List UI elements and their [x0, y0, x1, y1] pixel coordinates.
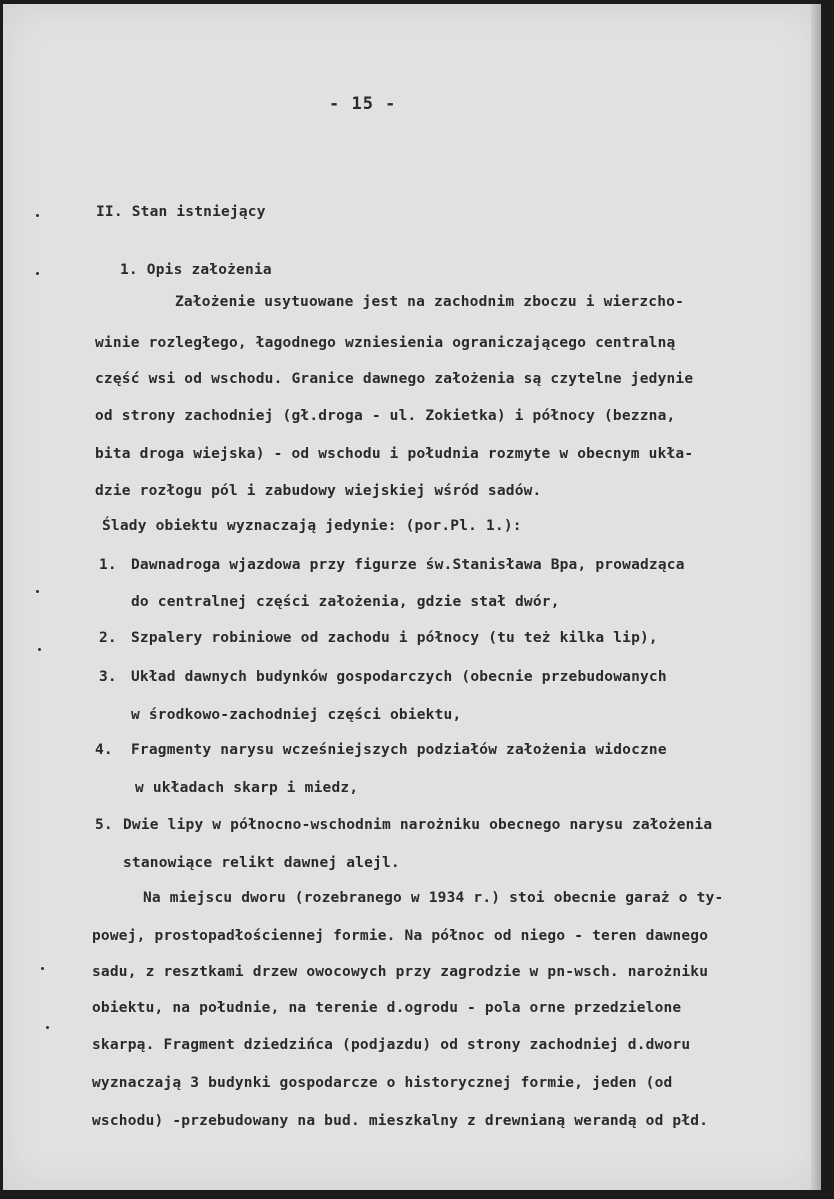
margin-dot [41, 967, 44, 970]
paragraph-line: od strony zachodniej (gł.droga - ul. Zokietka) i północy (bezzna, [95, 408, 676, 424]
document-page [3, 4, 821, 1190]
paragraph-line: Na miejscu dworu (rozebranego w 1934 r.) stoi obecnie garaż o ty- [143, 890, 724, 906]
paragraph-line: Założenie usytuowane jest na zachodnim zboczu i wierzcho- [175, 294, 684, 310]
section-heading: II. Stan istniejący [96, 204, 266, 220]
paragraph-line: sadu, z resztkami drzew owocowych przy zagrodzie w pn-wsch. narożniku [92, 964, 709, 980]
margin-dot [38, 648, 41, 651]
page-edge-shadow [811, 4, 821, 1190]
paragraph-line: bita droga wiejska) - od wschodu i południa rozmyte w obecnym ukła- [95, 446, 694, 462]
list-item-line: Dwie lipy w północno-wschodnim narożniku obecnego narysu założenia [123, 817, 713, 833]
paragraph-line: wyznaczają 3 budynki gospodarcze o historycznej formie, jeden (od [92, 1075, 673, 1091]
paragraph-line: powej, prostopadłościennej formie. Na północ od niego - teren dawnego [92, 928, 709, 944]
paragraph-line: winie rozległego, łagodnego wzniesienia ograniczającego centralną [95, 335, 676, 351]
list-item-line: Dawnadroga wjazdowa przy figurze św.Stanisława Bpa, prowadząca [131, 557, 685, 573]
list-item-number: 2. [99, 630, 117, 646]
subsection-heading: 1. Opis założenia [120, 262, 272, 278]
list-item-number: 1. [99, 557, 117, 573]
paragraph-line: skarpą. Fragment dziedzińca (podjazdu) od strony zachodniej d.dworu [92, 1037, 691, 1053]
list-item-line: w układach skarp i miedz, [135, 780, 359, 796]
margin-dot [36, 214, 39, 217]
margin-dot [46, 1026, 49, 1029]
list-item-line: stanowiące relikt dawnej alejl. [123, 855, 400, 871]
list-item-line: w środkowo-zachodniej części obiektu, [131, 707, 462, 723]
page-number: - 15 - [329, 94, 397, 114]
paragraph-line: wschodu) -przebudowany na bud. mieszkalny z drewnianą werandą od płd. [92, 1113, 709, 1129]
margin-dot [36, 272, 39, 275]
margin-dot [36, 590, 39, 593]
list-item-number: 5. [95, 817, 113, 833]
paragraph-line: dzie rozłogu pól i zabudowy wiejskiej wśród sadów. [95, 483, 542, 499]
list-item-line: Szpalery robiniowe od zachodu i północy (tu też kilka lip), [131, 630, 658, 646]
list-item-number: 3. [99, 669, 117, 685]
list-item-number: 4. [95, 742, 113, 758]
traces-intro: Ślady obiektu wyznaczają jedynie: (por.Pl. 1.): [102, 518, 522, 534]
paragraph-line: część wsi od wschodu. Granice dawnego założenia są czytelne jedynie [95, 371, 694, 387]
list-item-line: Fragmenty narysu wcześniejszych podziałów założenia widoczne [131, 742, 667, 758]
list-item-line: do centralnej części założenia, gdzie stał dwór, [131, 594, 560, 610]
paragraph-line: obiektu, na południe, na terenie d.ogrodu - pola orne przedzielone [92, 1000, 682, 1016]
list-item-line: Układ dawnych budynków gospodarczych (obecnie przebudowanych [131, 669, 667, 685]
